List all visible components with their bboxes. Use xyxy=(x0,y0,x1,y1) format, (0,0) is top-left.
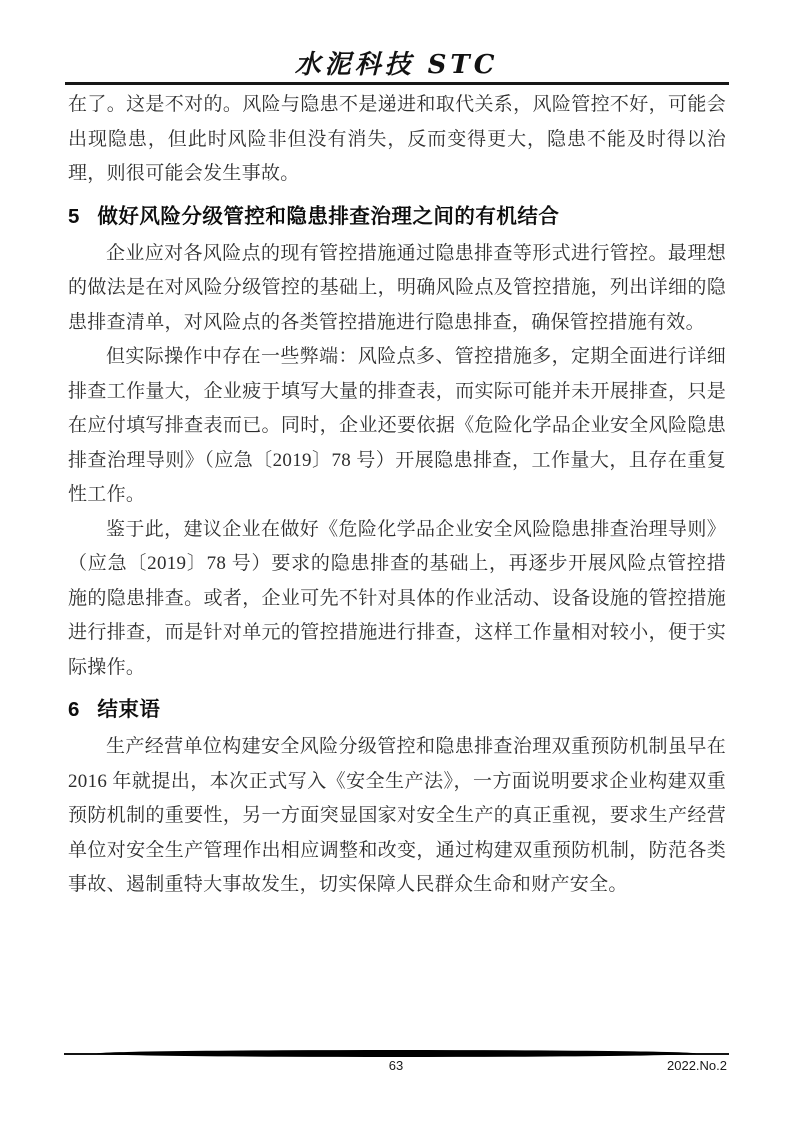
section-6-paragraph-1: 生产经营单位构建安全风险分级管控和隐患排查治理双重预防机制虽早在 2016 年就提出，本次正式写入《安全生产法》，一方面说明要求企业构建双重预防机制的重要性，另一方面突显国家对安全生产的真正重视，要求生产经营单位对安全生产管理作出相应调整和改变，通过构建双重预防机制，防范各类事故、遏制重特大事故发生，切实保障人民群众生命和财产安全。 xyxy=(68,736,726,895)
footer-rule xyxy=(64,1050,729,1057)
page-footer xyxy=(65,1058,727,1078)
section-5-title: 做好风险分级管控和隐患排查治理之间的有机结合 xyxy=(97,204,560,228)
section-6-title: 结束语 xyxy=(97,698,161,721)
section-6-number: 6 xyxy=(68,698,80,721)
page-number: 63 xyxy=(388,1058,404,1073)
issue-label: 2022.No.2 xyxy=(667,1058,727,1073)
section-5-paragraph-3: 鉴于此，建议企业在做好《危险化学品企业安全风险隐患排查治理导则》（应急〔2019〕78 号）要求的隐患排查的基础上，再逐步开展风险点管控措施的隐患排查。或者，企业可先不针对具体的作业活动、设备设施的管控措施进行排查，而是针对单元的管控措施进行排查，这样工作量相对较小，便于实际操作。 xyxy=(68,518,726,678)
paragraph-continuation: 在了。这是不对的。风险与隐患不是递进和取代关系，风险管控不好，可能会出现隐患，但此时风险非但没有消失，反而变得更大，隐患不能及时得以治理，则很可能会发生事故。 xyxy=(68,94,726,184)
article-body xyxy=(68,88,726,903)
section-6-heading xyxy=(68,693,726,727)
footer-rule-thick-line xyxy=(97,1050,696,1057)
journal-title: 水泥科技 STC xyxy=(294,50,499,80)
section-5-heading xyxy=(68,200,726,234)
section-5-number: 5 xyxy=(68,204,80,228)
section-5-paragraph-2: 但实际操作中存在一些弊端：风险点多、管控措施多，定期全面进行详细排查工作量大，企业疲于填写大量的排查表，而实际可能并未开展排查，只是在应付填写排查表而已。同时，企业还要依据《危险化学品企业安全风险隐患排查治理导则》（应急〔2019〕78 号）开展隐患排查，工作量大，且存在重复性工作。 xyxy=(68,346,726,505)
header-rule xyxy=(65,82,729,85)
section-5-paragraph-1: 企业应对各风险点的现有管控措施通过隐患排查等形式进行管控。最理想的做法是在对风险分级管控的基础上，明确风险点及管控措施，列出详细的隐患排查清单，对风险点的各类管控措施进行隐患排查，确保管控措施有效。 xyxy=(68,242,726,333)
